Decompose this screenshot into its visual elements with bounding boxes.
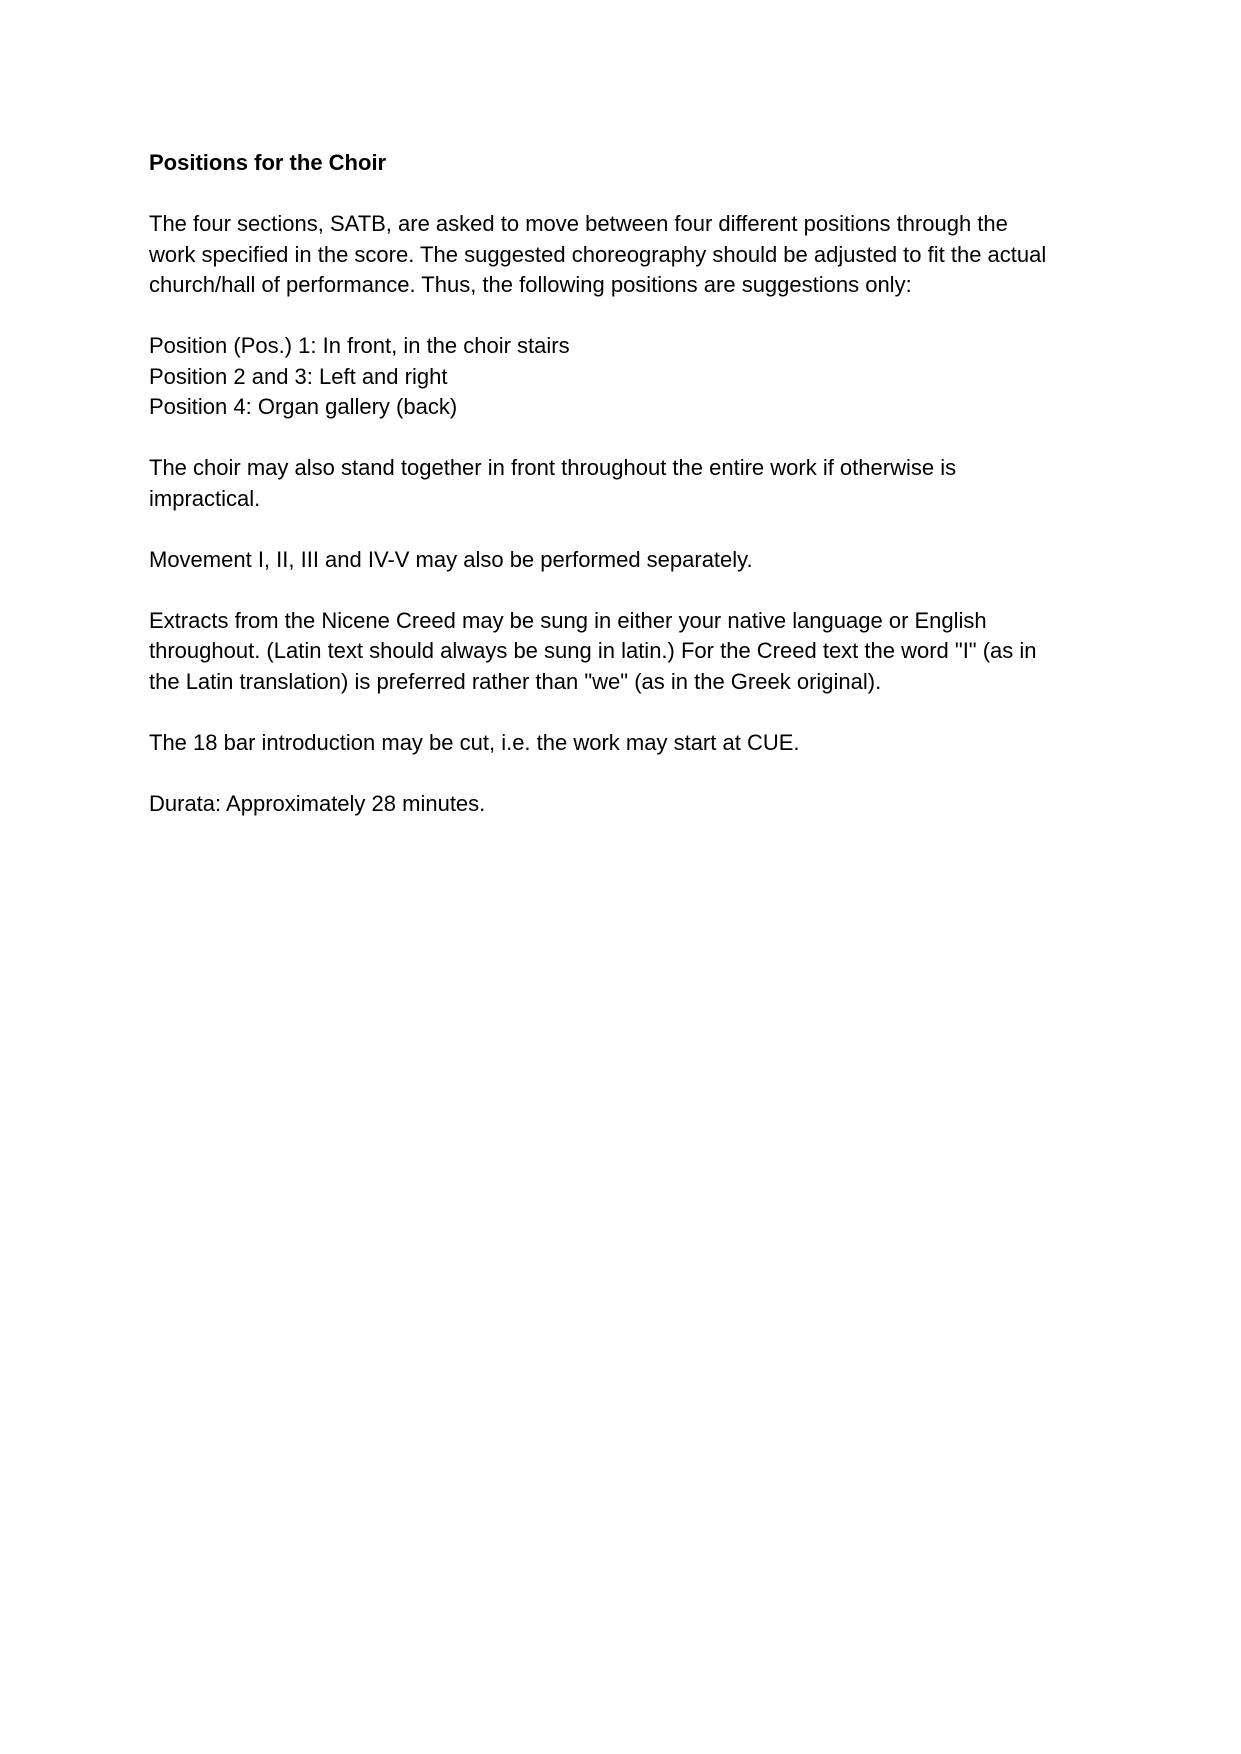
text-line: work specified in the score. The suggested choreography should be adjusted to fit the actual [149,241,1047,267]
position-item: Position 4: Organ gallery (back) [149,394,458,419]
durata-paragraph [149,789,1109,820]
text-line: impractical. [149,485,261,511]
together-paragraph [149,453,1109,514]
document-body [149,148,1109,850]
text-line: The four sections, SATB, are asked to move between four different positions through the [149,211,1008,236]
text-line: Movement I, II, III and IV-V may also be performed separately. [149,546,753,572]
text-line: Extracts from the Nicene Creed may be sung in either your native language or English [149,607,987,633]
text-line: The choir may also stand together in front throughout the entire work if otherwise is [149,455,957,480]
introduction-cut-paragraph [149,728,1109,759]
position-item: Position (Pos.) 1: In front, in the choir stairs [149,333,570,358]
text-line: The 18 bar introduction may be cut, i.e. the work may start at CUE. [149,729,800,755]
text-line: church/hall of performance. Thus, the following positions are suggestions only: [149,272,912,297]
movements-paragraph [149,545,1109,576]
page-title: Positions for the Choir [149,150,387,175]
creed-paragraph [149,606,1109,698]
text-line: throughout. (Latin text should always be sung in latin.) For the Creed text the word "I" (as in [149,638,1037,663]
text-line: the Latin translation) is preferred rather than "we" (as in the Greek original). [149,668,882,694]
intro-paragraph [149,209,1109,301]
text-line: Durata: Approximately 28 minutes. [149,790,486,816]
positions-list [149,331,1109,423]
position-item: Position 2 and 3: Left and right [149,363,448,389]
